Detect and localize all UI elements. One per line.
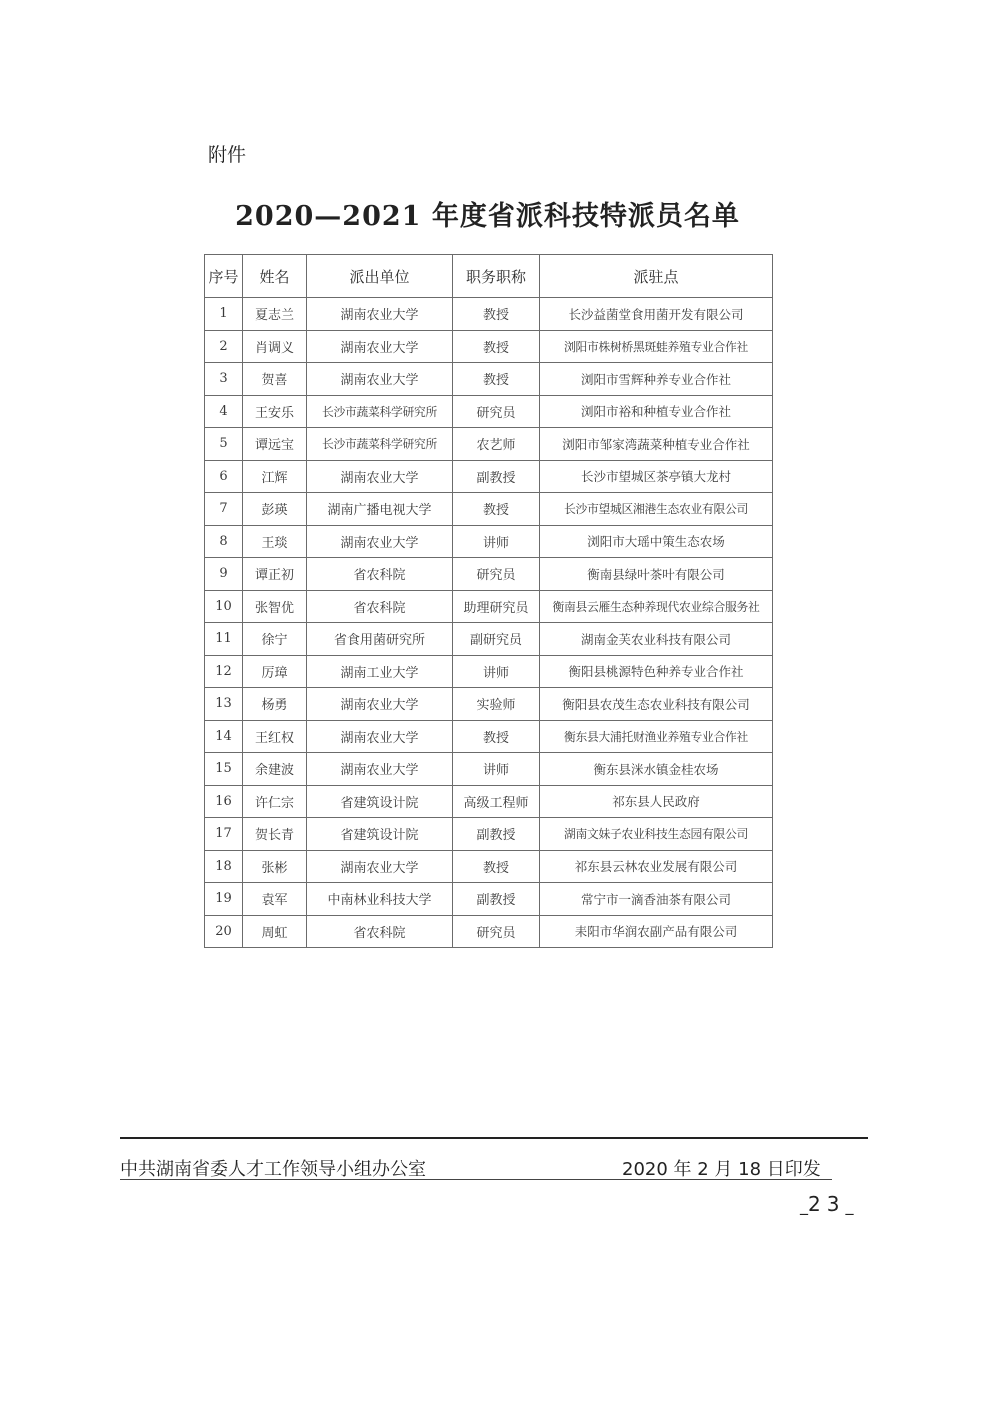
cell-title: 农艺师 bbox=[453, 428, 540, 461]
cell-station: 衡东县洣水镇金桂农场 bbox=[540, 753, 773, 786]
cell-name: 贺长青 bbox=[243, 818, 307, 851]
cell-station: 祁东县人民政府 bbox=[540, 785, 773, 818]
cell-title: 副研究员 bbox=[453, 623, 540, 656]
cell-index: 19 bbox=[205, 883, 243, 916]
cell-index: 15 bbox=[205, 753, 243, 786]
cell-station: 浏阳市株树桥黑斑蛙养殖专业合作社 bbox=[540, 330, 773, 363]
cell-name: 谭远宝 bbox=[243, 428, 307, 461]
dispatch-roster-table bbox=[204, 254, 773, 948]
cell-index: 18 bbox=[205, 850, 243, 883]
cell-unit: 湖南农业大学 bbox=[307, 298, 453, 331]
cell-index: 8 bbox=[205, 525, 243, 558]
cell-name: 厉璋 bbox=[243, 655, 307, 688]
cell-name: 许仁宗 bbox=[243, 785, 307, 818]
cell-name: 王安乐 bbox=[243, 395, 307, 428]
cell-unit: 湖南农业大学 bbox=[307, 460, 453, 493]
cell-unit: 湖南农业大学 bbox=[307, 525, 453, 558]
cell-station: 长沙市望城区茶亭镇大龙村 bbox=[540, 460, 773, 493]
table-row bbox=[205, 558, 773, 591]
header-station: 派驻点 bbox=[540, 255, 773, 298]
table-row bbox=[205, 525, 773, 558]
table-row bbox=[205, 785, 773, 818]
table-row bbox=[205, 720, 773, 753]
table-row bbox=[205, 460, 773, 493]
footer-rule-top bbox=[120, 1137, 868, 1139]
cell-name: 杨勇 bbox=[243, 688, 307, 721]
cell-title: 副教授 bbox=[453, 460, 540, 493]
cell-unit: 长沙市蔬菜科学研究所 bbox=[307, 395, 453, 428]
cell-name: 贺喜 bbox=[243, 363, 307, 396]
cell-title: 高级工程师 bbox=[453, 785, 540, 818]
cell-station: 湖南金芙农业科技有限公司 bbox=[540, 623, 773, 656]
cell-name: 袁军 bbox=[243, 883, 307, 916]
cell-index: 6 bbox=[205, 460, 243, 493]
header-index: 序号 bbox=[205, 255, 243, 298]
footer-date: 2020 年 2 月 18 日印发 bbox=[622, 1159, 821, 1180]
cell-name: 夏志兰 bbox=[243, 298, 307, 331]
cell-name: 王琰 bbox=[243, 525, 307, 558]
cell-title: 研究员 bbox=[453, 915, 540, 948]
cell-unit: 省农科院 bbox=[307, 590, 453, 623]
cell-index: 3 bbox=[205, 363, 243, 396]
cell-title: 教授 bbox=[453, 330, 540, 363]
cell-station: 耒阳市华润农副产品有限公司 bbox=[540, 915, 773, 948]
cell-unit: 湖南农业大学 bbox=[307, 330, 453, 363]
cell-unit: 湖南广播电视大学 bbox=[307, 493, 453, 526]
table-row bbox=[205, 753, 773, 786]
cell-index: 1 bbox=[205, 298, 243, 331]
cell-unit: 长沙市蔬菜科学研究所 bbox=[307, 428, 453, 461]
cell-title: 教授 bbox=[453, 493, 540, 526]
table-row bbox=[205, 590, 773, 623]
footer-issuer: 中共湖南省委人才工作领导小组办公室 bbox=[120, 1159, 426, 1180]
cell-unit: 中南林业科技大学 bbox=[307, 883, 453, 916]
cell-unit: 湖南农业大学 bbox=[307, 363, 453, 396]
cell-name: 彭瑛 bbox=[243, 493, 307, 526]
cell-station: 浏阳市大瑶中策生态农场 bbox=[540, 525, 773, 558]
table-row bbox=[205, 688, 773, 721]
cell-index: 11 bbox=[205, 623, 243, 656]
cell-unit: 湖南农业大学 bbox=[307, 850, 453, 883]
table-row bbox=[205, 655, 773, 688]
table-row bbox=[205, 363, 773, 396]
document-title: 2020—2021 年度省派科技特派员名单 bbox=[235, 201, 740, 232]
cell-unit: 省建筑设计院 bbox=[307, 785, 453, 818]
cell-name: 张智优 bbox=[243, 590, 307, 623]
header-unit: 派出单位 bbox=[307, 255, 453, 298]
table-row bbox=[205, 493, 773, 526]
table-row bbox=[205, 915, 773, 948]
cell-unit: 省农科院 bbox=[307, 558, 453, 591]
cell-station: 衡阳县农茂生态农业科技有限公司 bbox=[540, 688, 773, 721]
cell-title: 研究员 bbox=[453, 558, 540, 591]
cell-title: 讲师 bbox=[453, 753, 540, 786]
cell-station: 长沙市望城区湘港生态农业有限公司 bbox=[540, 493, 773, 526]
cell-title: 教授 bbox=[453, 363, 540, 396]
cell-station: 衡东县大浦托财渔业养殖专业合作社 bbox=[540, 720, 773, 753]
table-row bbox=[205, 395, 773, 428]
cell-name: 周虹 bbox=[243, 915, 307, 948]
cell-title: 教授 bbox=[453, 720, 540, 753]
cell-station: 常宁市一滴香油茶有限公司 bbox=[540, 883, 773, 916]
cell-station: 湖南文妹子农业科技生态园有限公司 bbox=[540, 818, 773, 851]
cell-index: 7 bbox=[205, 493, 243, 526]
cell-station: 衡南县云雁生态种养现代农业综合服务社 bbox=[540, 590, 773, 623]
table-row bbox=[205, 298, 773, 331]
cell-index: 4 bbox=[205, 395, 243, 428]
cell-name: 徐宁 bbox=[243, 623, 307, 656]
cell-station: 长沙益菌堂食用菌开发有限公司 bbox=[540, 298, 773, 331]
cell-title: 研究员 bbox=[453, 395, 540, 428]
cell-name: 余建波 bbox=[243, 753, 307, 786]
cell-index: 5 bbox=[205, 428, 243, 461]
cell-index: 9 bbox=[205, 558, 243, 591]
footer-rule-bottom bbox=[120, 1179, 832, 1180]
table-row bbox=[205, 623, 773, 656]
cell-station: 浏阳市雪辉种养专业合作社 bbox=[540, 363, 773, 396]
cell-unit: 省建筑设计院 bbox=[307, 818, 453, 851]
table-body bbox=[205, 298, 773, 948]
page-number-value: 23 bbox=[808, 1192, 846, 1216]
cell-unit: 湖南农业大学 bbox=[307, 720, 453, 753]
cell-name: 肖调义 bbox=[243, 330, 307, 363]
table-row bbox=[205, 850, 773, 883]
cell-index: 2 bbox=[205, 330, 243, 363]
cell-station: 祁东县云林农业发展有限公司 bbox=[540, 850, 773, 883]
cell-unit: 省食用菌研究所 bbox=[307, 623, 453, 656]
page-number: _23_ bbox=[800, 1192, 854, 1216]
cell-index: 12 bbox=[205, 655, 243, 688]
header-name: 姓名 bbox=[243, 255, 307, 298]
cell-station: 衡阳县桃源特色种养专业合作社 bbox=[540, 655, 773, 688]
cell-index: 17 bbox=[205, 818, 243, 851]
table-row bbox=[205, 330, 773, 363]
cell-title: 副教授 bbox=[453, 883, 540, 916]
cell-title: 讲师 bbox=[453, 655, 540, 688]
cell-title: 教授 bbox=[453, 850, 540, 883]
cell-station: 浏阳市邹家湾蔬菜种植专业合作社 bbox=[540, 428, 773, 461]
cell-title: 助理研究员 bbox=[453, 590, 540, 623]
cell-name: 王红权 bbox=[243, 720, 307, 753]
table-row bbox=[205, 818, 773, 851]
cell-index: 20 bbox=[205, 915, 243, 948]
cell-unit: 湖南农业大学 bbox=[307, 688, 453, 721]
cell-title: 副教授 bbox=[453, 818, 540, 851]
cell-title: 实验师 bbox=[453, 688, 540, 721]
cell-name: 江辉 bbox=[243, 460, 307, 493]
cell-index: 10 bbox=[205, 590, 243, 623]
cell-index: 13 bbox=[205, 688, 243, 721]
cell-index: 14 bbox=[205, 720, 243, 753]
cell-station: 衡南县绿叶茶叶有限公司 bbox=[540, 558, 773, 591]
cell-unit: 省农科院 bbox=[307, 915, 453, 948]
table-row bbox=[205, 428, 773, 461]
cell-unit: 湖南工业大学 bbox=[307, 655, 453, 688]
table-row bbox=[205, 883, 773, 916]
cell-unit: 湖南农业大学 bbox=[307, 753, 453, 786]
attachment-label: 附件 bbox=[208, 144, 247, 166]
cell-name: 张彬 bbox=[243, 850, 307, 883]
cell-station: 浏阳市裕和种植专业合作社 bbox=[540, 395, 773, 428]
cell-title: 教授 bbox=[453, 298, 540, 331]
cell-title: 讲师 bbox=[453, 525, 540, 558]
table-header-row bbox=[205, 255, 773, 298]
cell-index: 16 bbox=[205, 785, 243, 818]
header-title: 职务职称 bbox=[453, 255, 540, 298]
cell-name: 谭正初 bbox=[243, 558, 307, 591]
